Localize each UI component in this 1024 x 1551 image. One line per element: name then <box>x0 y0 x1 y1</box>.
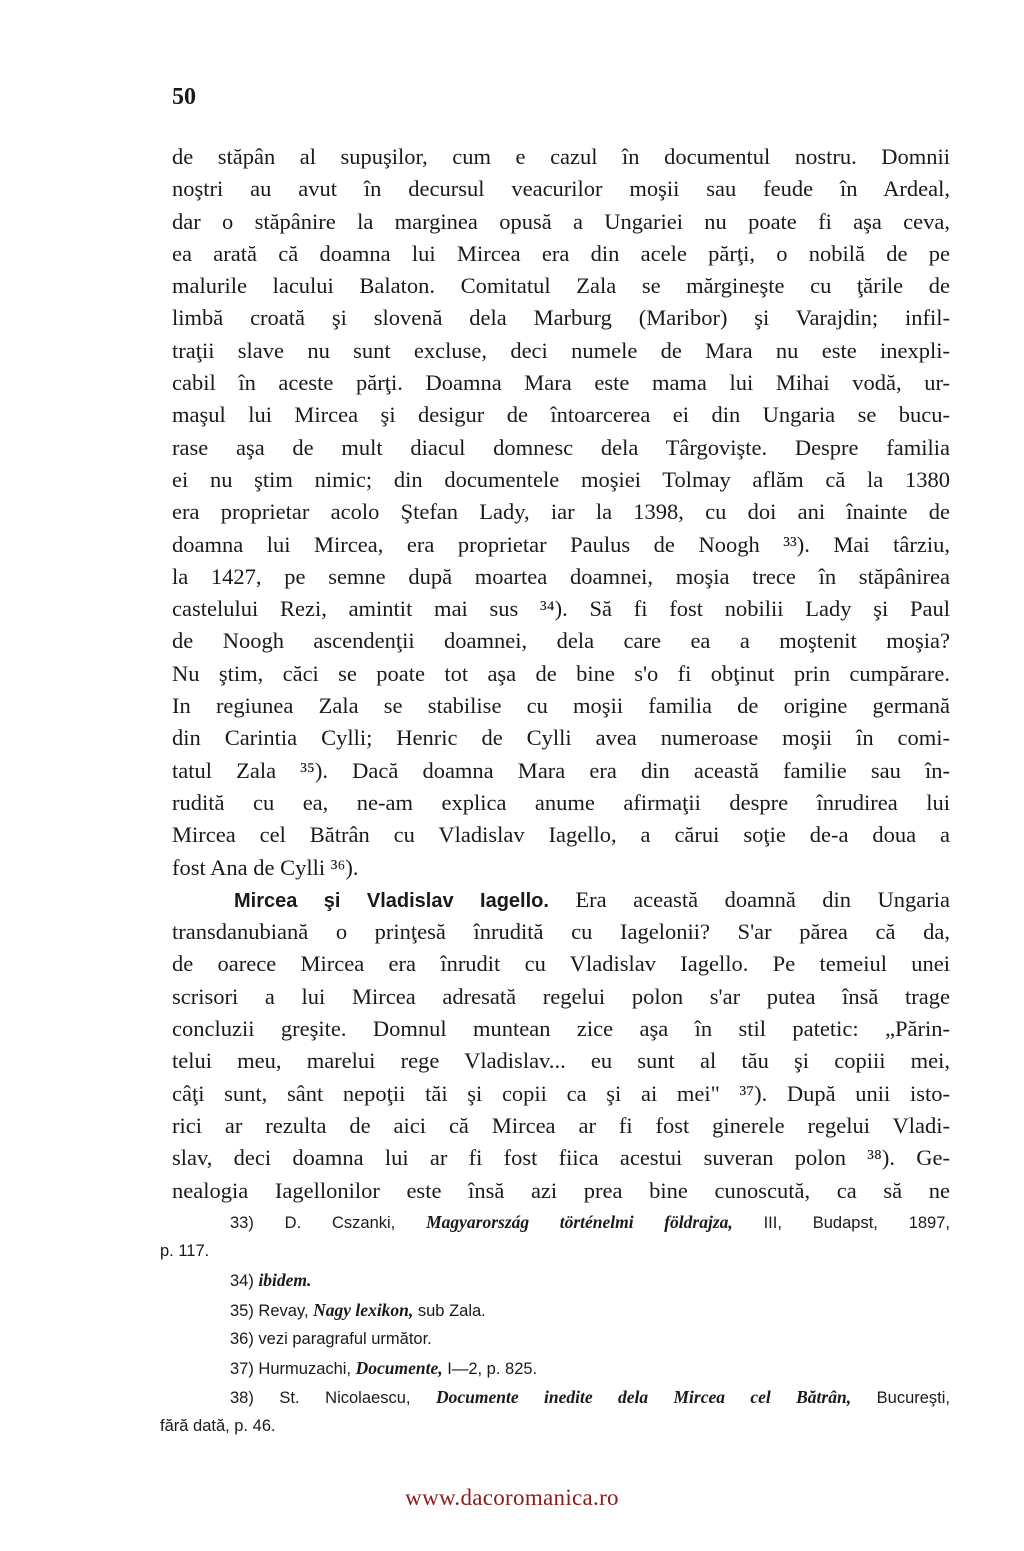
text-line: castelului Rezi, amintit mai sus ³⁴). Să fi fost nobilii Lady şi Paul <box>172 596 950 622</box>
footnote-title: Magyarország történelmi földrajza, <box>426 1212 733 1232</box>
footnote-text: Bucureşti, <box>851 1389 951 1408</box>
section-first-line <box>172 884 950 916</box>
text-line: Mircea cel Bătrân cu Vladislav Iagello, a cărui soţie de-a doua a <box>172 822 950 848</box>
text-line: de stăpân al supuşilor, cum e cazul în documentul nostru. Domnii <box>172 144 950 169</box>
text-line: era proprietar acolo Ştefan Lady, iar la 1398, cu doi ani înainte de <box>172 499 950 525</box>
text-line: traţii slave nu sunt excluse, deci numele de Mara nu este inexpli- <box>172 337 950 363</box>
text-line: maşul lui Mircea şi desigur de întoarcerea ei din Ungaria se bucu- <box>172 402 950 428</box>
text-line: noştri au avut în decursul veacurilor moşii sau feude în Ardeal, <box>172 176 950 202</box>
text-line: rase aşa de mult diacul domnesc dela Târgovişte. Despre familia <box>172 434 950 460</box>
footnote-title: ibidem. <box>258 1270 312 1291</box>
footnote-33 <box>172 1208 950 1237</box>
footnote-text: 37) Hurmuzachi, <box>230 1359 356 1378</box>
text-line: de oarece Mircea era înrudit cu Vladislav Iagello. Pe temeiul unei <box>172 951 950 977</box>
footnote-34 <box>172 1266 950 1295</box>
text-line: telui meu, marelui rege Vladislav... eu sunt al tău şi copiii mei, <box>172 1048 950 1074</box>
text-line: rudită cu ea, ne-am explica anume afirmaţii despre înrudirea lui <box>172 789 950 815</box>
text-line: concluzii greşite. Domnul muntean zice aşa în stil patetic: „Părin- <box>172 1016 950 1042</box>
footnote-36: 36) vezi paragraful următor. <box>230 1329 432 1348</box>
footnote-text: 38) St. Nicolaescu, <box>230 1389 437 1408</box>
footnote-37 <box>172 1354 950 1383</box>
text-line: ei nu ştim nimic; din documentele moşiei Tolmay aflăm că la 1380 <box>172 466 950 492</box>
text-line: In regiunea Zala se stabilise cu moşii familia de origine germană <box>172 693 950 719</box>
footnote-text: sub Zala. <box>413 1301 486 1320</box>
body-text <box>172 141 950 1207</box>
footnote-text: 33) D. Cszanki, <box>230 1214 427 1232</box>
text-line: de Noogh ascendenţii doamnei, dela care ea a moştenit moşia? <box>172 628 950 654</box>
text-line: Nu ştim, căci se poate tot aşa de bine s'o fi obţinut prin cumpărare. <box>172 660 950 686</box>
text-line: doamna lui Mircea, era proprietar Paulus de Noogh ³³). Mai târziu, <box>172 531 950 557</box>
footnote-text: 34) <box>230 1272 259 1291</box>
text-line: ea arată că doamna lui Mircea era din acele părţi, o nobilă de pe <box>172 240 950 266</box>
footnote-title: Documente inedite dela Mircea cel Bătrân, <box>436 1387 852 1408</box>
section-first-line-text: Era această doamnă din Ungaria <box>548 886 951 912</box>
text-line: scrisori a lui Mircea adresată regelui polon s'ar putea însă trage <box>172 983 950 1009</box>
text-line: câţi sunt, sânt nepoţii tăi şi copii ca şi ai mei" ³⁷). După unii isto- <box>172 1080 950 1106</box>
text-line: limbă croată şi slovenă dela Marburg (Maribor) şi Varajdin; infil- <box>172 305 950 331</box>
footnote-38 <box>172 1383 950 1412</box>
footnote-text: 35) Revay, <box>230 1301 314 1320</box>
text-line: rici ar rezulta de aici că Mircea ar fi fost ginerele regelui Vladi- <box>172 1112 950 1138</box>
footnote-title: Nagy lexikon, <box>313 1299 414 1320</box>
text-line: cabil în aceste părţi. Doamna Mara este mama lui Mihai vodă, ur- <box>172 370 950 396</box>
footnote-text: III, Budapst, 1897, <box>732 1214 950 1232</box>
footnotes <box>160 1208 951 1442</box>
footnote-text: I—2, p. 825. <box>442 1359 538 1378</box>
text-line: transdanubiană o prinţesă înrudită cu Iagelonii? S'ar părea că da, <box>172 919 950 945</box>
text-line: din Carintia Cylli; Henric de Cylli avea numeroase moşii în comi- <box>172 725 950 751</box>
section-heading: Mircea şi Vladislav Iagello. <box>234 889 549 912</box>
text-line: dar o stăpânire la marginea opusă a Ungariei nu poate fi aşa ceva, <box>172 208 950 234</box>
text-line: fost Ana de Cylli ³⁶). <box>172 854 359 880</box>
page-number: 50 <box>172 84 196 110</box>
text-line: tatul Zala ³⁵). Dacă doamna Mara era din această familie sau în- <box>172 757 950 783</box>
footnote-35 <box>172 1296 950 1325</box>
footnote-title: Documente, <box>355 1357 443 1378</box>
text-line: la 1427, pe semne după moartea doamnei, moşia trece în stăpânirea <box>172 563 950 589</box>
text-line: malurile lacului Balaton. Comitatul Zala se mărgineşte cu ţările de <box>172 273 950 299</box>
footnote-38-continuation: fără dată, p. 46. <box>160 1417 276 1436</box>
text-line: slav, deci doamna lui ar fi fost fiica acestui suveran polon ³⁸). Ge- <box>172 1145 950 1171</box>
watermark-url: www.dacoromanica.ro <box>405 1485 619 1510</box>
text-line: nealogia Iagellonilor este însă azi prea bine cunoscută, ca să ne <box>172 1177 950 1203</box>
footnote-33-continuation: p. 117. <box>160 1242 210 1261</box>
